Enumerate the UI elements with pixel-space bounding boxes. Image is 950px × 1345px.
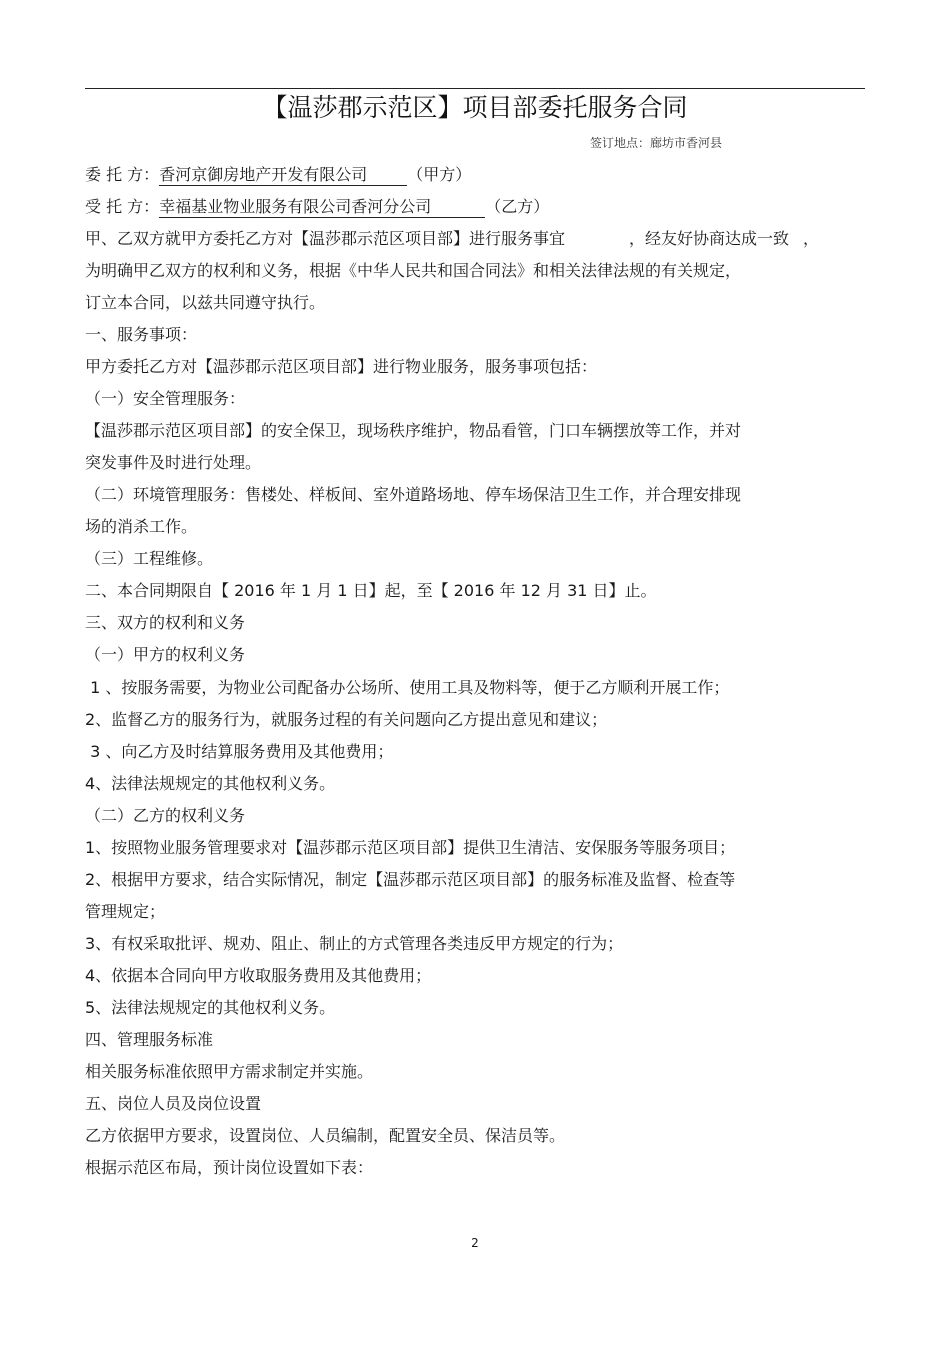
section-2-term: 二、本合同期限自【 2016 年 1 月 1 日】起，至【 2016 年 12 月 31 日】止。 [85,581,657,600]
section-3-b-heading: （二）乙方的权利义务 [85,806,246,825]
section-1-item-1-line-2: 突发事件及时进行处理。 [85,453,262,472]
section-5-heading: 五、岗位人员及岗位设置 [85,1094,262,1113]
party-b-suffix: （乙方） [485,197,550,216]
section-3-a-item: 4、法律法规规定的其他权利义务。 [85,774,336,793]
section-4-heading: 四、管理服务标准 [85,1030,214,1049]
section-3-a-item: 3 、向乙方及时结算服务费用及其他费用； [85,742,394,761]
intro-part-3: ， [803,229,820,248]
section-3-a-item: 1 、按服务需要，为物业公司配备办公场所、使用工具及物料等，便于乙方顺利开展工作； [85,678,730,697]
section-4-text: 相关服务标准依照甲方需求制定并实施。 [85,1062,374,1081]
intro-line-2: 为明确甲乙双方的权利和义务，根据《中华人民共和国合同法》和相关法律法规的有关规定， [85,261,742,280]
intro-line-1 [85,228,819,250]
party-b-name: 幸福基业物业服务有限公司香河分公司 [159,197,485,218]
party-a-suffix: （甲方） [407,165,472,184]
section-5-text-1: 乙方依据甲方要求，设置岗位、人员编制，配置安全员、保洁员等。 [85,1126,566,1145]
section-3-a-heading: （一）甲方的权利义务 [85,645,246,664]
party-b-line [85,196,549,218]
intro-part-2: ，经友好协商达成一致 [629,229,790,248]
party-a-line [85,164,471,186]
section-1-item-2-line-1: （二）环境管理服务：售楼处、样板间、室外道路场地、停车场保洁卫生工作，并合理安排现 [85,485,742,504]
section-1-item-1-line-1: 【温莎郡示范区项目部】的安全保卫，现场秩序维护，物品看管，门口车辆摆放等工作，并对 [85,421,742,440]
intro-line-3: 订立本合同，以兹共同遵守执行。 [85,293,326,312]
party-a-label: 委 托 方： [85,165,160,184]
section-1-intro: 甲方委托乙方对【温莎郡示范区项目部】进行物业服务，服务事项包括： [85,357,598,376]
section-3-b-item-4: 4、依据本合同向甲方收取服务费用及其他费用； [85,966,432,985]
section-3-b-item-1: 1、按照物业服务管理要求对【温莎郡示范区项目部】提供卫生清洁、安保服务等服务项目； [85,838,736,857]
page-number: 2 [471,1236,479,1250]
section-3-b-item-2-line-1: 2、根据甲方要求，结合实际情况，制定【温莎郡示范区项目部】的服务标准及监督、检查等 [85,870,736,889]
top-rule [85,88,865,89]
party-a-name: 香河京御房地产开发有限公司 [159,165,407,186]
signing-location: 签订地点：廊坊市香河县 [590,136,723,150]
section-5-text-2: 根据示范区布局，预计岗位设置如下表： [85,1158,374,1177]
contract-title: 【温莎郡示范区】项目部委托服务合同 [262,93,688,122]
party-b-label: 受 托 方： [85,197,160,216]
section-3-a-item: 2、监督乙方的服务行为，就服务过程的有关问题向乙方提出意见和建议； [85,710,608,729]
section-3-b-item-2-line-2: 管理规定； [85,902,166,921]
section-1-item-1-heading: （一）安全管理服务： [85,389,246,408]
section-3-b-item-5: 5、法律法规规定的其他权利义务。 [85,998,336,1017]
intro-part-1: 甲、乙双方就甲方委托乙方对【温莎郡示范区项目部】进行服务事宜 [85,229,566,248]
section-1-item-2-line-2: 场的消杀工作。 [85,517,198,536]
section-3-b-item-3: 3、有权采取批评、规劝、阻止、制止的方式管理各类违反甲方规定的行为； [85,934,624,953]
section-3-heading: 三、双方的权利和义务 [85,613,246,632]
section-1-item-3: （三）工程维修。 [85,549,214,568]
section-1-heading: 一、服务事项： [85,325,198,344]
